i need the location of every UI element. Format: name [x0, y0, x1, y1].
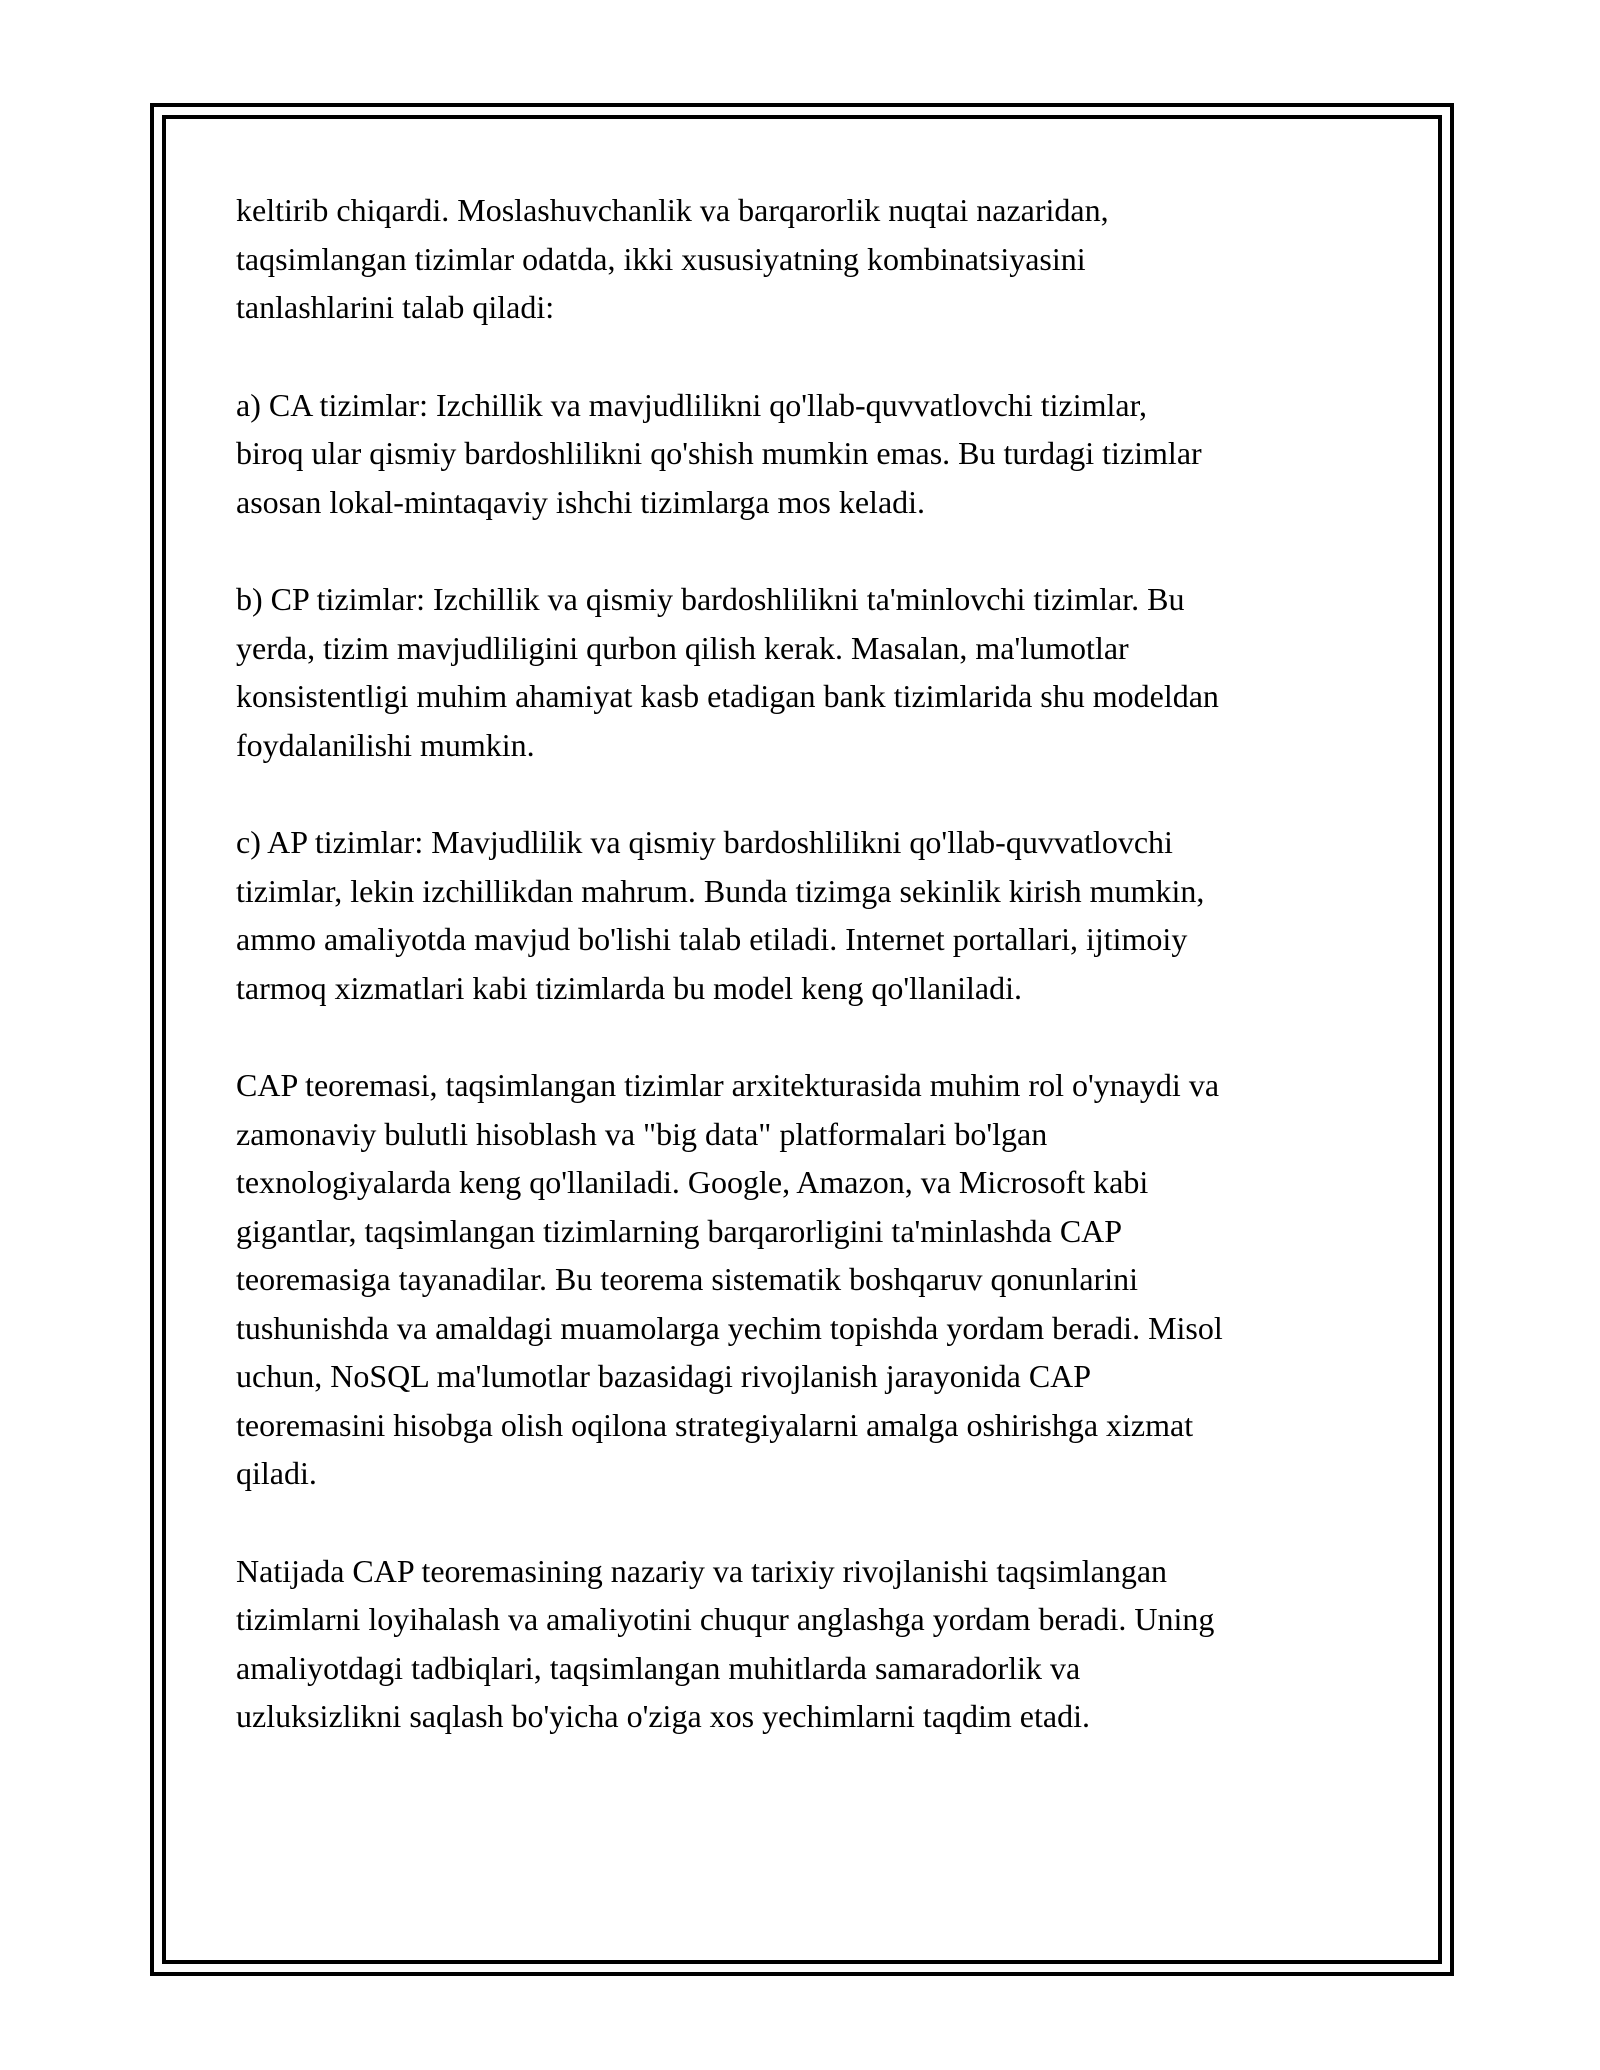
- paragraph-cap-applications: CAP teoremasi, taqsimlangan tizimlar arxitekturasida muhim rol o'ynaydi va zamonaviy bulutli hisoblash va "big data" platformalari bo'lgan texnologiyalarda keng qo'llaniladi. Google, Amazon, va Microsoft kabi gigantlar, taqsimlangan tizimlarning barqarorligini ta'minlashda CAP teoremasiga tayanadilar. Bu teorema sistematik boshqaruv qonunlarini tushunishda va amaldagi muamolarga yechim topishda yordam beradi. Misol uchun, NoSQL ma'lumotlar bazasidagi rivojlanish jarayonida CAP teoremasini hisobga olish oqilona strategiyalarni amalga oshirishga xizmat qiladi.: [236, 1067, 1223, 1491]
- page-body: [236, 186, 1372, 1790]
- paragraph-cp-systems: b) CP tizimlar: Izchillik va qismiy bardoshlilikni ta'minlovchi tizimlar. Bu yerda, tizim mavjudliligini qurbon qilish kerak. Masalan, ma'lumotlar konsistentligi muhim ahamiyat kasb etadigan bank tizimlarida shu modeldan foydalanilishi mumkin.: [236, 581, 1219, 763]
- paragraph-ca-systems: a) CA tizimlar: Izchillik va mavjudlilikni qo'llab-quvvatlovchi tizimlar, biroq ular qismiy bardoshlilikni qo'shish mumkin emas. Bu turdagi tizimlar asosan lokal-mintaqaviy ishchi tizimlarga mos keladi.: [236, 386, 1202, 520]
- paragraph-ap-systems: c) AP tizimlar: Mavjudlilik va qismiy bardoshlilikni qo'llab-quvvatlovchi tizimlar, lekin izchillikdan mahrum. Bunda tizimga sekinlik kirish mumkin, ammo amaliyotda mavjud bo'lishi talab etiladi. Internet portallari, ijtimoiy tarmoq xizmatlari kabi tizimlarda bu model keng qo'llaniladi.: [236, 824, 1205, 1006]
- paragraph-intro-continuation: keltirib chiqardi. Moslashuvchanlik va barqarorlik nuqtai nazaridan, taqsimlangan tizimlar odatda, ikki xususiyatning kombinatsiyasini tanlashlarini talab qiladi:: [236, 192, 1109, 325]
- paragraph-conclusion: Natijada CAP teoremasining nazariy va tarixiy rivojlanishi taqsimlangan tizimlarni loyihalash va amaliyotini chuqur anglashga yordam beradi. Uning amaliyotdagi tadbiqlari, taqsimlangan muhitlarda samaradorlik va uzluksizlikni saqlash bo'yicha o'ziga xos yechimlarni taqdim etadi.: [236, 1552, 1215, 1734]
